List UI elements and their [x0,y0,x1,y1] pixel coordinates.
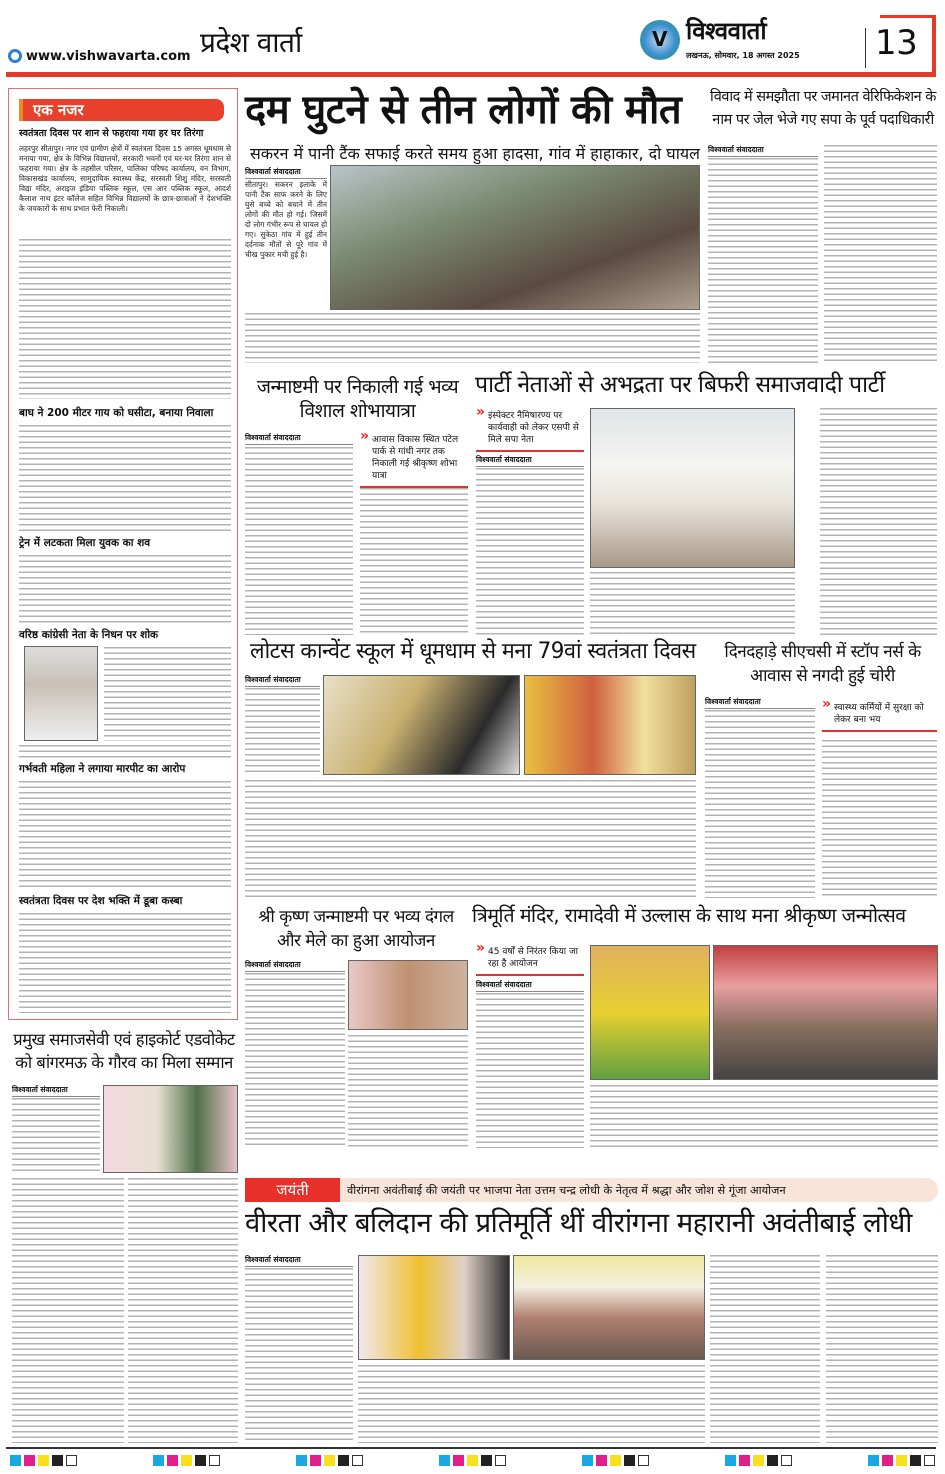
page-number: 13 [875,23,918,63]
jayanti-label: जयंती [245,1178,340,1202]
website-link[interactable]: www.vishwavarta.com [26,49,191,64]
byline: विश्ववार्ता संवाददाता [476,980,584,992]
obituary-photo [24,646,98,741]
dateline: लखनऊ, सोमवार, 18 अगस्त 2025 [686,51,800,60]
story-title: स्वतंत्रता दिवस पर देश भक्ति में डूबा कस्बा [19,895,183,907]
story-title: ट्रेन में लटकता मिला युवक का शव [19,537,151,549]
byline: विश्ववार्ता संवाददाता [245,1255,353,1267]
shobhayatra-headline: जन्माष्टमी पर निकाली गई भव्य विशाल शोभायात्रा [256,376,459,422]
jayanti-strap [245,1178,938,1202]
lead-subhead: सकरन में पानी टैंक सफाई करते समय हुआ हादसा, गांव में हाहाकार, दो घायल [250,144,700,163]
byline: विश्ववार्ता संवाददाता [12,1085,100,1097]
trimurti-kicker: » 45 वर्षों से निरंतर किया जा रहा है आयोजन [476,944,584,976]
krishna-child-photo [590,945,710,1080]
shobhayatra-kicker: » आवास विकास स्थित पटेल पार्क से गांधी नगर तक निकाली गई श्रीकृष्ण शोभा यात्रा [360,432,468,488]
byline: विश्ववार्ता संवाददाता [245,167,327,179]
lead-body: सीतापुर। सकरन इलाके में पानी टैंक साफ करने के लिए घुसे बच्चे को बचाने में तीन लोगों की मौत हो गई। जिसमें दो लोग गंभीर रूप से घायल हो गए। सुकेठा गांव में हुई तीन दर्दनाक मौतों से पूरे गांव में चीख पुकार मची हुई है। [245,180,327,259]
lead-photo [330,165,700,310]
ie-icon [8,49,22,63]
dangal-headline: श्री कृष्ण जन्माष्टमी पर भव्य दंगल और मेले का हुआ आयोजन [258,907,454,951]
advocate-award-photo [103,1085,238,1173]
story-title: गर्भवती महिला ने लगाया मारपीट का आरोप [19,763,186,775]
lotus-headline: लोटस कान्वेंट स्कूल में धूमधाम से मना 79वां स्वतंत्रता दिवस [250,639,696,664]
section-title: प्रदेश वार्ता [200,26,302,59]
sp-leaders-photo [590,408,795,568]
byline: विश्ववार्ता संवाददाता [705,697,815,709]
byline: विश्ववार्ता संवाददाता [245,675,320,687]
dangal-photo [348,960,468,1030]
byline: विश्ववार्ता संवाददाता [476,455,584,467]
gathering-photo [513,1255,705,1360]
byline: विश्ववार्ता संवाददाता [245,960,345,972]
color-registration-marks [10,1455,935,1466]
sp-jail-headline: विवाद में समझौता पर जमानत वेरिफिकेशन के नाम पर जेल भेजे गए सपा के पूर्व पदाधिकारी [708,86,938,138]
story-title: बाघ ने 200 मीटर गाय को घसीटा, बनाया निवाला [19,407,214,419]
byline: विश्ववार्ता संवाददाता [708,145,818,157]
lead-headline: दम घुटने से तीन लोगों की मौत [245,87,682,133]
ek-nazar-box [8,88,238,1020]
story-title: स्वतंत्रता दिवस पर शान से फहराया गया हर घर तिरंगा [19,128,204,139]
sp-party-kicker: » इंस्पेक्टर नैमिषारण्य पर कार्यवाही को लेकर एसपी से मिले सपा नेता [476,408,584,452]
chc-headline: दिनदहाड़े सीएचसी में स्टॉप नर्स के आवास से नगदी हुई चोरी [724,642,921,686]
ek-nazar-label: एक नजर [19,99,224,121]
trimurti-headline: त्रिमूर्ति मंदिर, रामादेवी में उल्लास के साथ मना श्रीकृष्ण जन्मोत्सव [472,904,906,927]
avantibai-headline: वीरता और बलिदान की प्रतिमूर्ति थीं वीरांगना महारानी अवंतीबाई लोधी [245,1207,912,1239]
temple-crowd-photo [713,945,938,1080]
brand-logo: V [640,20,680,60]
brand-name: विश्ववार्ता [686,17,767,45]
school-speech-photo [323,675,520,775]
school-children-photo [524,675,696,775]
chc-kicker: » स्वास्थ्य कर्मियों में सुरक्षा को लेकर बना भय [822,700,937,732]
byline: विश्ववार्ता संवाददाता [245,433,353,445]
sp-party-headline: पार्टी नेताओं से अभद्रता पर बिफरी समाजवादी पार्टी [475,372,885,398]
header-rule [6,72,936,77]
advocate-headline: प्रमुख समाजसेवी एवं हाइकोर्ट एडवोकेट को बांगरमऊ के गौरव का मिला सम्मान [10,1028,238,1080]
jayanti-strap-text: वीरांगना अवंतीबाई की जयंती पर भाजपा नेता उत्तम चन्द्र लोधी के नेतृत्व में श्रद्धा और जोश से गूंजा आयोजन [347,1184,786,1197]
story-title: वरिष्ठ कांग्रेसी नेता के निधन पर शोक [19,629,159,641]
felicitation-photo [358,1255,510,1360]
story-body: लहरपुर सीतापुर। नगर एवं ग्रामीण क्षेत्रों में स्वतंत्रता दिवस 15 अगस्त धूमधाम से मनाया गया, क्षेत्र के विभिन्न विद्यालयों, सरकारी भवनों एवं घर-घर तिरंगा शान से फहराया गया। क्षेत्र के तहसील परिसर, पालिका परिषद कार्यालय, वन विभाग, विकासखंड कार्यालय, सामुदायिक स्वास्थ्य केंद्र, सरस्वती शिशु मंदिर, सरस्वती विद्या मंदिर, अराइज इंडिया पब्लिक स्कूल, एस आर पब्लिक स्कूल, आदर्श कैलाश नाथ इंटर कॉलेज सहित विभिन्न विद्यालयों के छात्र-छात्राओं ने देशभक्ति के जयकारों के साथ प्रभात फेरी निकाली। [19,144,231,213]
masthead [0,0,945,75]
